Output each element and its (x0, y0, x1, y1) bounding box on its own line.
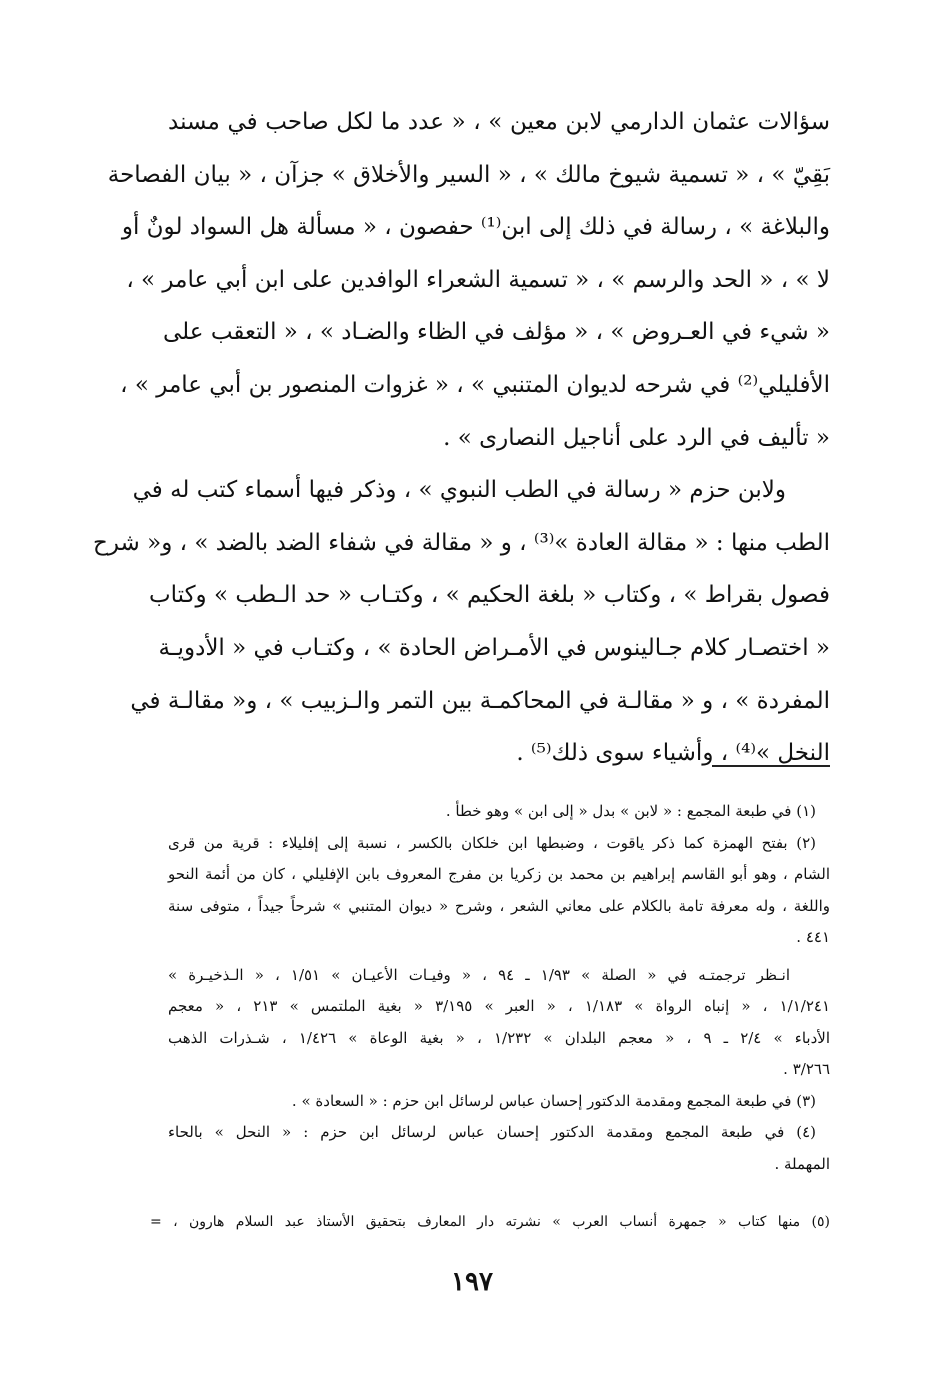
footnote-line: واللغة ، وله معرفة تامة بالكلام على معاني الشعر ، وشرح « ديوان المتنبي » شرحاً جيداً ، متوفى سنة (168, 896, 830, 915)
footnote-line: الأدباء » ٢/٤ ـ ٩ ، « معجم البلدان » ١/٢٣٢ ، « بغية الوعاة » ١/٤٢٦ ، شـذرات الذهب (168, 1028, 830, 1047)
main-text-line: المفردة » ، و « مقالـة في المحاكمـة بين التمر والـزبيب » ، و« مقالـة في (130, 687, 830, 714)
main-text-line: سؤالات عثمان الدارمي لابن معين » ، « عدد ما لكل صاحب في مسند (168, 109, 830, 135)
main-text-line: والبلاغة » ، رسالة في ذلك إلى ابن⁽¹⁾ حفصون ، « مسألة هل السواد لونٌ أو (121, 214, 830, 241)
footnote-line: المهملة . (774, 1154, 830, 1173)
main-text-line: الطب منها : « مقالة العادة »⁽³⁾ ، و « مقالة في شفاء الضد بالضد » ، و« شرح (93, 529, 830, 556)
main-text-line: الأفليلي⁽²⁾ في شرحه لديوان المتنبي » ، « غزوات المنصور بن أبي عامر » ، (120, 371, 830, 398)
footnote-line: (٣) في طبعة المجمع ومقدمة الدكتور إحسان عباس لرسائل ابن حزم : « السعادة » . (291, 1091, 816, 1110)
footnote-separator (712, 765, 830, 767)
page-number: ١٩٧ (451, 1267, 493, 1297)
main-text-line: فصول بقراط » ، وكتاب « بلغة الحكيم » ، وكتـاب « حد الـطب » وكتاب (148, 582, 830, 609)
footnote-line: (٢) بفتح الهمزة كما ذكر ياقوت ، وضبطها ابن خلكان بالكسر ، نسبة إلى إفليلاء : قرية من قرى (168, 833, 816, 852)
main-text-line: لا » ، « الحد والرسم » ، « تسمية الشعراء الوافدين على ابن أبي عامر » ، (126, 266, 830, 293)
main-text-line: « تأليف في الرد على أناجيل النصارى » . (443, 424, 830, 451)
main-text-block (93, 96, 830, 780)
footnote-line: ١/١/٢٤١ ، « إنباه الرواة » ١/١٨٣ ، « العبر » ٣/١٩٥ « بغية الملتمس » ٢١٣ ، « معجم (168, 997, 830, 1015)
footnote-line: الشام ، وهو أبو القاسم إبراهيم بن محمد بن زكريا بن مفرج المعروف بابن الإفليلي ، كان من أئمة النحو (168, 865, 830, 883)
footnote-line: (٤) في طبعة المجمع ومقدمة الدكتور إحسان عباس لرسائل ابن حزم : « النحل » بالحاء (168, 1123, 816, 1141)
footnote-line: ٤٤١ . (796, 928, 830, 946)
footnote-line: انـظر ترجمتـه في « الصلة » ١/٩٣ ـ ٩٤ ، « وفيـات الأعيـان » ١/٥١ ، « الـذخيـرة » (168, 965, 790, 984)
footnote-line: ٣/٢٦٦ . (783, 1060, 830, 1078)
footnote-line: (١) في طبعة المجمع : « لابن » بدل « إلى ابن » وهو خطأ . (445, 802, 816, 820)
footnotes-block (168, 796, 830, 1180)
main-text-line: « اختصـار كلام جـالينوس في الأمـراض الحادة » ، وكتـاب في « الأدويـة (158, 634, 830, 661)
main-text-line: النخل »⁽⁴⁾ ، وأشياء سوى ذلك⁽⁵⁾ . (516, 740, 830, 767)
main-text-line: بَقِيّ » ، « تسمية شيوخ مالك » ، « السير والأخلاق » جزآن ، « بيان الفصاحة (107, 161, 830, 188)
main-text-line: « شيء في العـروض » ، « مؤلف في الظاء والضـاد » ، « التعقب على (163, 319, 830, 346)
main-text-line: ولابن حزم « رسالة في الطب النبوي » ، وذكر فيها أسماء كتب له في (132, 477, 786, 504)
footnote-line: (٥) منها كتاب « جمهرة أنساب العرب » نشرته دار المعارف بتحقيق الأستاذ عبد السلام هارون ، = (150, 1214, 830, 1230)
